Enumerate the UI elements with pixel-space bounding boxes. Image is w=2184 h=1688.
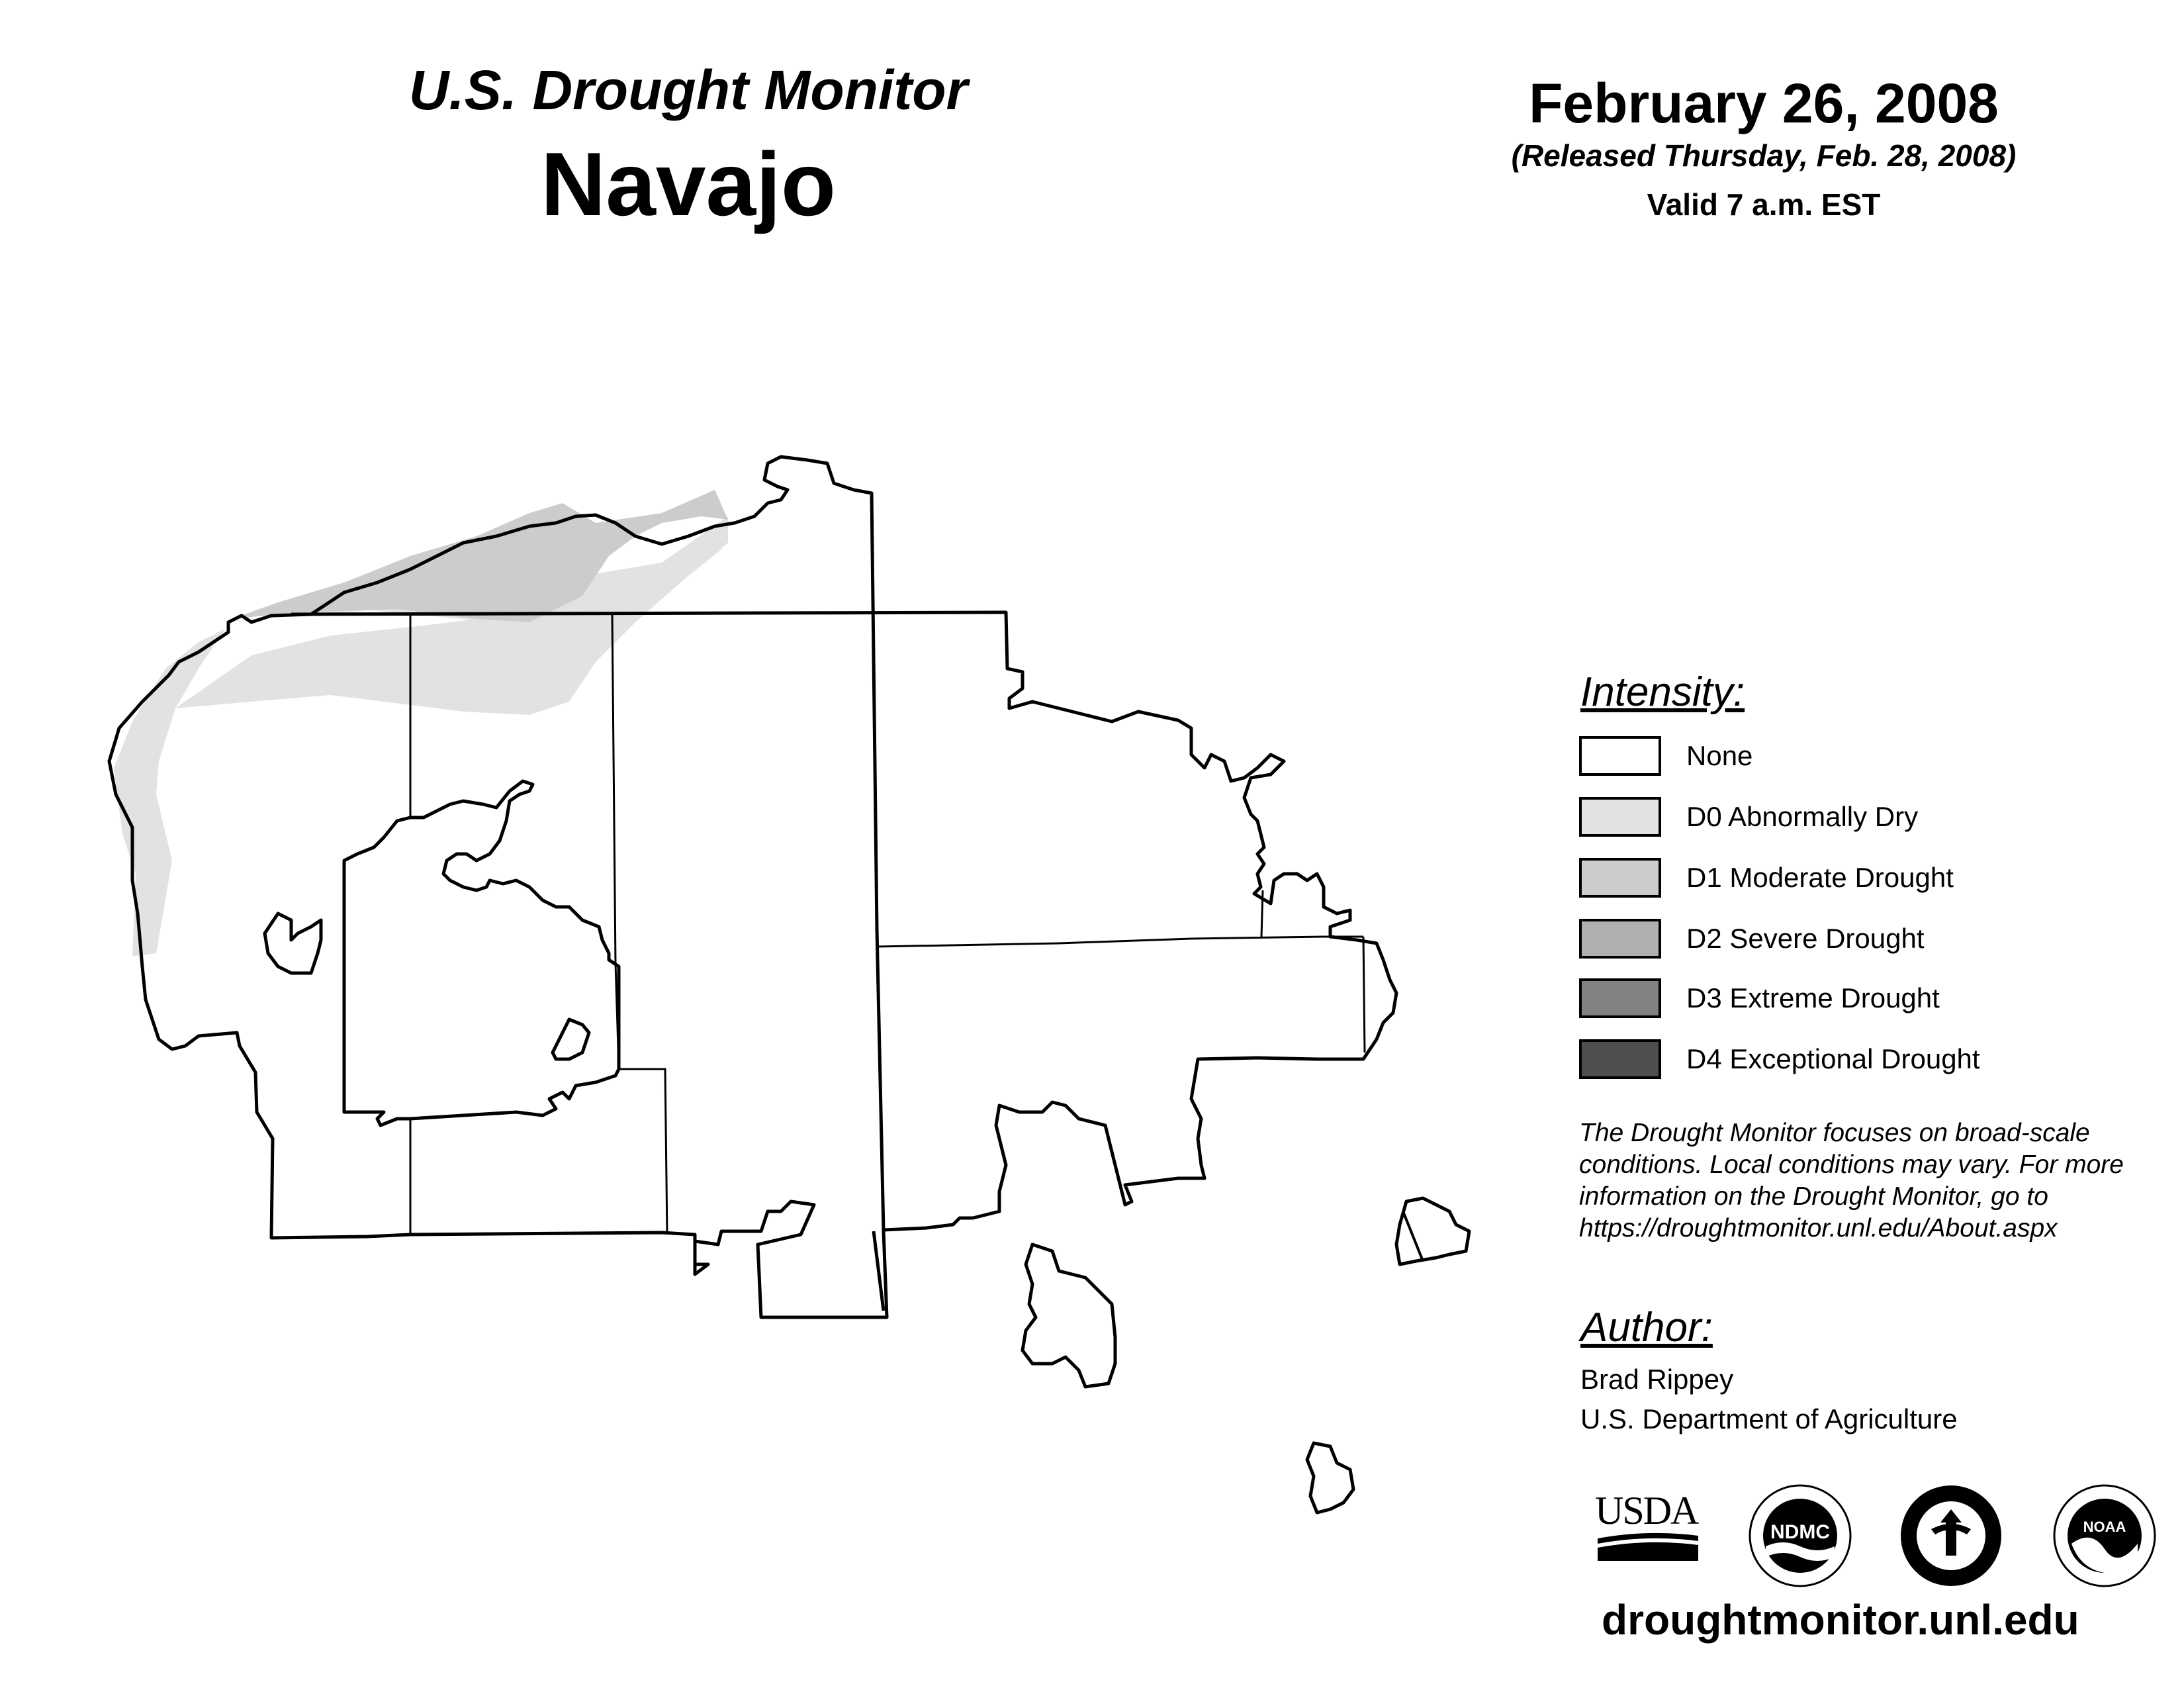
eastern-inner-line — [877, 890, 1365, 1053]
legend-label-d4: D4 Exceptional Drought — [1686, 1043, 1980, 1074]
legend-item-d3 — [1579, 978, 2175, 1022]
noaa-logo — [2052, 1483, 2158, 1589]
ndmc-logo — [1747, 1483, 1853, 1589]
legend-swatch-d0 — [1579, 797, 1661, 837]
release-date: (Released Thursday, Feb. 28, 2008) — [1511, 138, 2017, 173]
legend-label-d1: D1 Moderate Drought — [1686, 862, 1954, 893]
small-enclave-lake — [553, 1019, 589, 1059]
small-enclave-west — [265, 914, 321, 973]
note-line-3: information on the Drought Monitor, go to — [1579, 1182, 2048, 1211]
legend-item-d2 — [1579, 919, 2175, 962]
usda-logo-text: USDA — [1595, 1489, 1698, 1532]
legend-label-none: None — [1686, 740, 1753, 771]
map-date: February 26, 2008 — [1529, 72, 1999, 134]
central-enclave — [344, 781, 619, 1125]
legend-item-d0 — [1579, 797, 2175, 841]
author-title: Author: — [1580, 1305, 1713, 1350]
legend-swatch-d4 — [1579, 1039, 1661, 1079]
southern-island-3 — [1307, 1443, 1353, 1513]
southern-island-2 — [1396, 1198, 1469, 1264]
noaa-logo-text: NOAA — [2083, 1519, 2126, 1535]
legend-title: Intensity: — [1580, 669, 1745, 715]
ndmc-logo-text: NDMC — [1770, 1521, 1830, 1543]
note-line-1: The Drought Monitor focuses on broad-scale — [1579, 1119, 2090, 1147]
southern-island-4 — [1403, 1211, 1423, 1261]
legend-swatch-d2 — [1579, 919, 1661, 959]
southern-island-1 — [1023, 1244, 1115, 1387]
legend-swatch-none — [1579, 736, 1661, 776]
legend-item-d1 — [1579, 858, 2175, 902]
author-name: Brad Rippey — [1580, 1364, 1734, 1395]
note-line-4: https://droughtmonitor.unl.edu/About.aspx — [1579, 1214, 2058, 1243]
legend-item-none — [1579, 736, 2175, 780]
author-org: U.S. Department of Agriculture — [1580, 1403, 1958, 1434]
product-title: U.S. Drought Monitor — [408, 59, 968, 121]
legend-swatch-d1 — [1579, 858, 1661, 898]
valid-time: Valid 7 a.m. EST — [1647, 187, 1881, 222]
legend-label-d3: D3 Extreme Drought — [1686, 982, 1940, 1013]
legend-label-d0: D0 Abnormally Dry — [1686, 801, 1919, 832]
usda-hills-icon — [1595, 1532, 1701, 1562]
legend-label-d2: D2 Severe Drought — [1686, 923, 1925, 954]
region-title: Navajo — [541, 134, 836, 234]
legend-swatch-d3 — [1579, 978, 1661, 1018]
usda-logo — [1595, 1489, 1701, 1562]
disclaimer-note — [1579, 1117, 2168, 1244]
commerce-seal-icon — [1898, 1483, 2004, 1589]
note-line-2: conditions. Local conditions may vary. For more — [1579, 1150, 2124, 1179]
footer-url[interactable]: droughtmonitor.unl.edu — [1602, 1596, 2079, 1644]
legend-item-d4 — [1579, 1039, 2175, 1083]
